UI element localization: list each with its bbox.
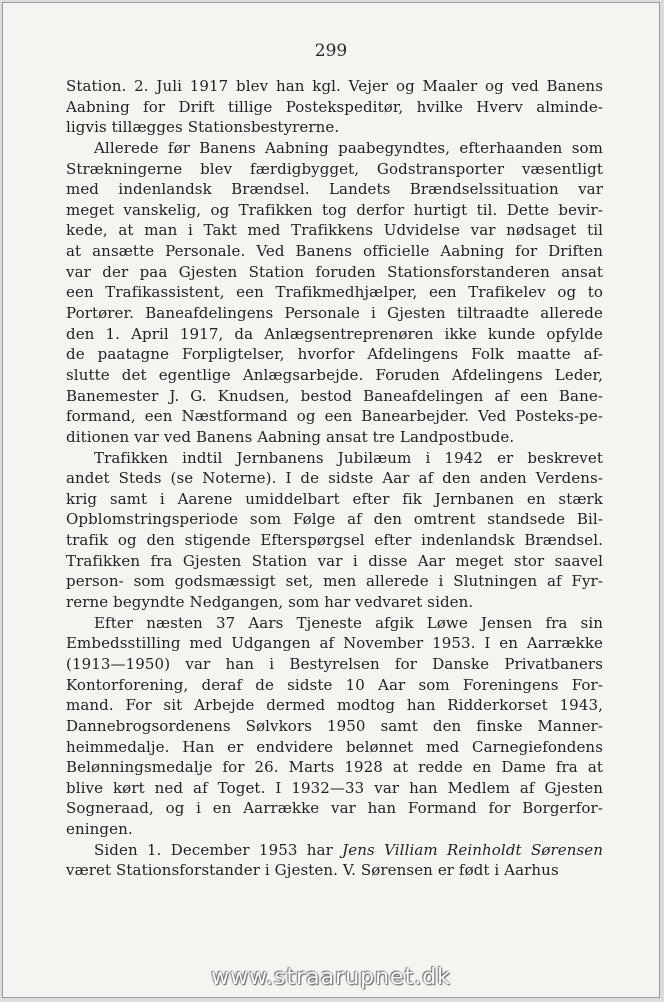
text-line: de paatagne Forpligtelser, hvorfor Afdelingens Folk maatte af- — [66, 345, 603, 364]
text-line: heimmedalje. Han er endvidere belønnet med Carnegiefondens — [66, 737, 603, 756]
paragraph — [66, 448, 603, 613]
text-line: Siden 1. December 1953 har Jens Villiam Reinholdt Sørensen — [94, 840, 603, 859]
text-line: ligvis tillægges Stationsbestyrerne. — [66, 118, 340, 137]
text-line: været Stationsforstander i Gjesten. V. Sørensen er født i Aarhus — [66, 861, 559, 880]
text-line: at ansætte Personale. Ved Banens officielle Aabning for Driften — [66, 242, 603, 261]
italic-name: Jens Villiam Reinholdt Sørensen — [342, 840, 603, 859]
text-line: den 1. April 1917, da Anlægsentreprenøren ikke kunde opfylde — [66, 324, 603, 343]
text-line: Banemester J. G. Knudsen, bestod Baneafdelingen af een Bane- — [66, 386, 603, 405]
text-line: Kontorforening, deraf de sidste 10 Aar som Foreningens For- — [66, 675, 603, 694]
paragraph — [66, 138, 603, 448]
text-line: Sogneraad, og i en Aarrække var han Formand for Borgerfor- — [66, 799, 603, 818]
text-line: Belønningsmedalje for 26. Marts 1928 at redde en Dame fra at — [66, 758, 603, 777]
text-line: (1913—1950) var han i Bestyrelsen for Danske Privatbaners — [66, 654, 603, 673]
text-line: trafik og den stigende Efterspørgsel efter indenlandsk Brændsel. — [66, 531, 603, 550]
text-line: blive kørt ned af Toget. I 1932—33 var han Medlem af Gjesten — [66, 778, 603, 797]
paragraph — [66, 840, 603, 881]
text-line: andet Steds (se Noterne). I de sidste Aar af den anden Verdens- — [66, 469, 603, 488]
text-line: Strækningerne blev færdigbygget, Godstransporter væsentligt — [66, 159, 603, 178]
text-line: krig samt i Aarene umiddelbart efter fik Jernbanen en stærk — [66, 489, 603, 508]
text-line: meget vanskelig, og Trafikken tog derfor hurtigt til. Dette bevir- — [66, 200, 603, 219]
text-line: eningen. — [66, 820, 133, 839]
page-number: 299 — [314, 41, 348, 61]
paragraph — [66, 76, 603, 138]
text-line: Efter næsten 37 Aars Tjeneste afgik Løwe Jensen fra sin — [94, 613, 603, 632]
text-line: mand. For sit Arbejde dermed modtog han Ridderkorset 1943, — [66, 696, 603, 715]
watermark: www.straarupnet.dk — [211, 965, 451, 990]
text-line: Allerede før Banens Aabning paabegyndtes, efterhaanden som — [94, 138, 603, 157]
text-line: Portører. Baneafdelingens Personale i Gjesten tiltraadte allerede — [66, 304, 603, 323]
text-line: Trafikken fra Gjesten Station var i disse Aar meget stor saavel — [66, 551, 603, 570]
text-line: slutte det egentlige Anlægsarbejde. Foruden Afdelingens Leder, — [66, 365, 603, 384]
text-line: formand, een Næstformand og een Banearbejder. Ved Posteks-pe- — [66, 407, 603, 426]
text-line: ditionen var ved Banens Aabning ansat tre Landpostbude. — [66, 427, 515, 446]
text-line: Dannebrogsordenens Sølvkors 1950 samt den finske Manner- — [66, 716, 603, 735]
text-line: med indenlandsk Brændsel. Landets Brændselssituation var — [66, 180, 603, 199]
text-line: Station. 2. Juli 1917 blev han kgl. Vejer og Maaler og ved Banens — [66, 77, 603, 95]
body-text — [66, 76, 603, 881]
paragraph — [66, 613, 603, 840]
text-line: Embedsstilling med Udgangen af November 1953. I en Aarrække — [66, 634, 603, 653]
text-line: rerne begyndte Nedgangen, som har vedvaret siden. — [66, 593, 474, 612]
text-line: var der paa Gjesten Station foruden Stationsforstanderen ansat — [66, 262, 603, 281]
text-line: Opblomstringsperiode som Følge af den omtrent standsede Bil- — [66, 510, 603, 529]
text-line: een Trafikassistent, een Trafikmedhjælper, een Trafikelev og to — [66, 283, 603, 302]
text-line: Aabning for Drift tillige Postekspeditør, hvilke Hverv alminde- — [66, 97, 603, 116]
text-line: Trafikken indtil Jernbanens Jubilæum i 1942 er beskrevet — [94, 448, 603, 467]
book-page-scan — [2, 2, 660, 998]
text-line: kede, at man i Takt med Trafikkens Udvidelse var nødsaget til — [66, 221, 603, 240]
text-line: person- som godsmæssigt set, men allerede i Slutningen af Fyr- — [66, 572, 603, 591]
